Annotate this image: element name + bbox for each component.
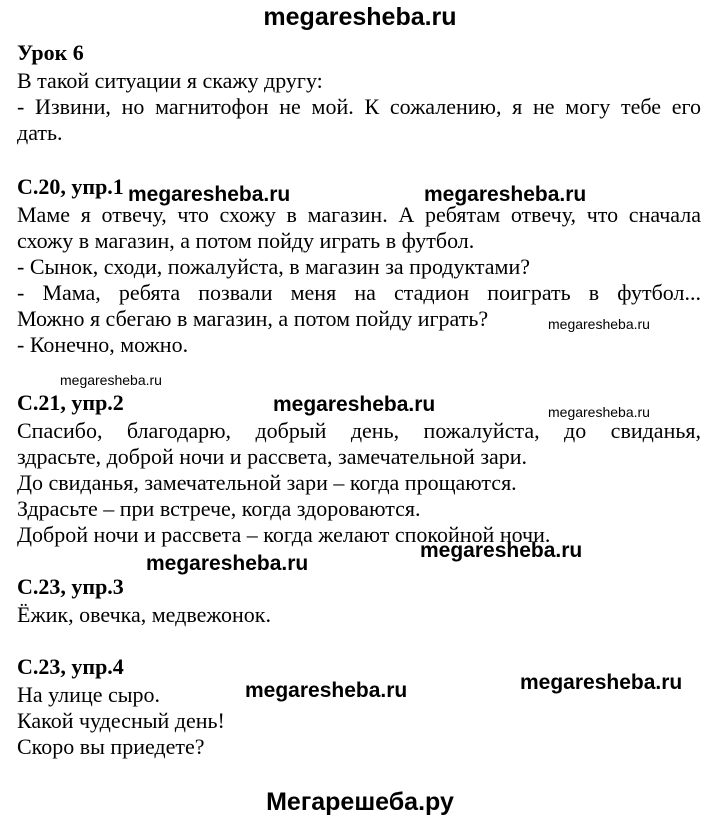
exercise-line: Маме я отвечу, что схожу в магазин. А ребятам отвечу, что сначала	[17, 202, 701, 227]
lesson-title: Урок 6	[17, 40, 84, 65]
exercise-line: Скоро вы приедете?	[17, 734, 205, 759]
site-footer: Мегарешеба.ру	[266, 788, 454, 816]
exercise-4-section	[17, 654, 701, 760]
watermark: megaresheba.ru	[548, 404, 650, 420]
watermark: megaresheba.ru	[420, 539, 583, 562]
watermark: megaresheba.ru	[60, 372, 162, 388]
exercise-line: Ёжик, овечка, медвежонок.	[17, 602, 271, 627]
site-header-watermark: megaresheba.ru	[263, 3, 457, 31]
exercise-line: Здрасьте – при встрече, когда здороваются.	[17, 496, 421, 521]
exercise-2-title: С.21, упр.2	[17, 390, 124, 415]
exercise-1-title: С.20, упр.1	[17, 174, 124, 199]
exercise-4-title: С.23, упр.4	[17, 654, 124, 679]
exercise-3-title: С.23, упр.3	[17, 574, 124, 599]
watermark: megaresheba.ru	[245, 679, 408, 702]
lesson-line: дать.	[17, 120, 63, 145]
watermark: megaresheba.ru	[128, 183, 291, 206]
lesson-line: - Извини, но магнитофон не мой. К сожалению, я не могу тебе его	[17, 94, 701, 119]
exercise-3-section	[17, 574, 701, 628]
watermark: megaresheba.ru	[548, 316, 650, 332]
exercise-line: Можно я сбегаю в магазин, а потом пойду играть?	[17, 306, 489, 331]
exercise-line: Какой чудесный день!	[17, 708, 225, 733]
exercise-line: На улице сыро.	[17, 682, 161, 707]
exercise-line: До свиданья, замечательной зари – когда прощаются.	[17, 470, 517, 495]
lesson-line: В такой ситуации я скажу другу:	[17, 68, 323, 93]
watermark: megaresheba.ru	[273, 393, 436, 416]
lesson-section	[17, 40, 701, 146]
exercise-line: Доброй ночи и рассвета – когда желают спокойной ночи.	[17, 522, 551, 547]
watermark: megaresheba.ru	[520, 671, 683, 694]
watermark: megaresheba.ru	[424, 183, 587, 206]
exercise-line: схожу в магазин, а потом пойду играть в футбол.	[17, 228, 475, 253]
exercise-line: Спасибо, благодарю, добрый день, пожалуйста, до свиданья,	[17, 418, 701, 443]
exercise-line: здрасьте, доброй ночи и рассвета, замечательной зари.	[17, 444, 528, 469]
watermark: megaresheba.ru	[146, 552, 309, 575]
exercise-line: - Конечно, можно.	[17, 332, 189, 357]
exercise-line: - Сынок, сходи, пожалуйста, в магазин за продуктами?	[17, 254, 531, 279]
exercise-line: - Мама, ребята позвали меня на стадион поиграть в футбол...	[17, 280, 701, 305]
